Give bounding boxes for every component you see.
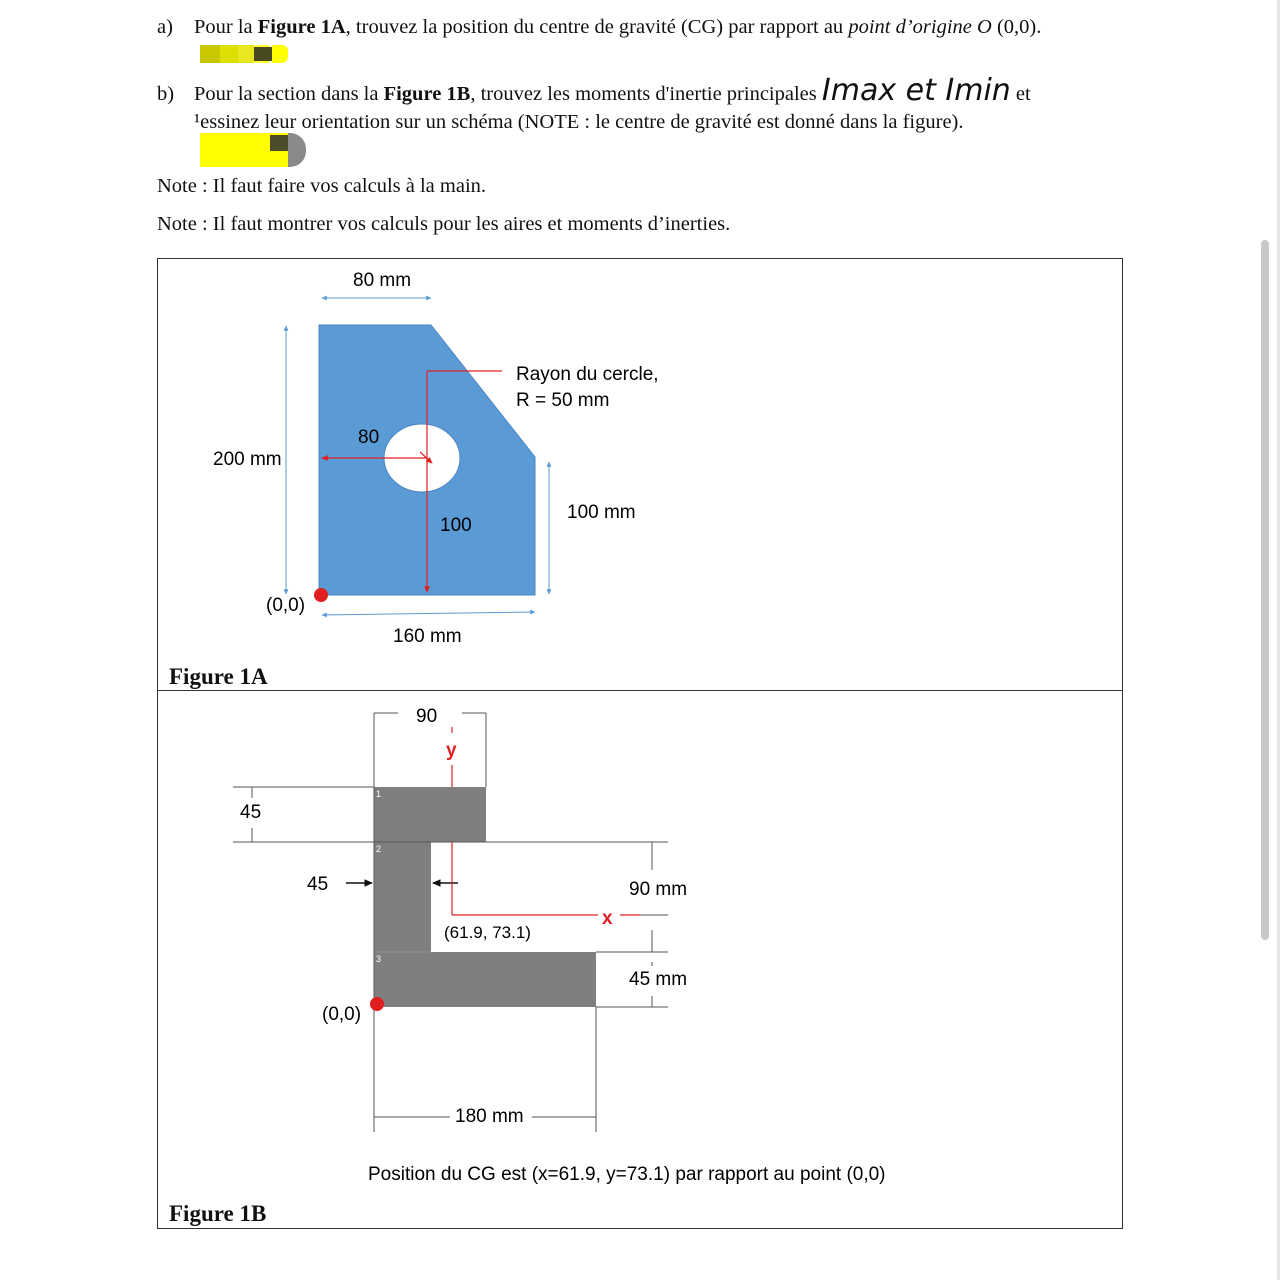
fig1b-cg-label: (61.9, 73.1) [444, 923, 531, 942]
fig1a-label-100: 100 [440, 515, 472, 536]
figure-1b-part-1 [374, 787, 486, 842]
fig1b-part-2-label: 2 [376, 844, 382, 854]
question-a-text-3: (0,0). [991, 16, 1042, 38]
question-a-label: a) [157, 16, 173, 38]
fig1a-dim-top-label: 80 mm [353, 270, 412, 291]
fig1a-dim-right-label: 100 mm [567, 502, 636, 523]
question-b-text-1: Pour la section dans la [194, 83, 384, 105]
question-b-imax-imin: Imax et Imin [821, 73, 1011, 108]
figure-1a-caption: Figure 1A [169, 664, 268, 689]
fig1b-dim-bottom-label: 180 mm [455, 1106, 524, 1127]
question-b-figure-ref: Figure 1B [383, 83, 471, 105]
question-b-line-2: ¹essinez leur orientation sur un schéma (NOTE : le centre de gravité est donné dans la figure). [194, 111, 964, 133]
note-1: Note : Il faut faire vos calculs à la main. [157, 175, 487, 197]
question-b-text-3: et [1010, 83, 1031, 105]
figure-1b-caption: Figure 1B [169, 1201, 267, 1226]
question-a-origin: point d’origine O [848, 16, 992, 38]
question-b-text-2: , trouvez les moments d'inertie principales [470, 83, 822, 105]
fig1b-dim-web-label: 45 [307, 874, 329, 895]
fig1a-label-80: 80 [358, 427, 380, 448]
fig1b-dim-left-label: 45 [240, 802, 262, 823]
fig1b-part-1-label: 1 [376, 789, 382, 799]
question-a-text-2: , trouvez la position du centre de gravité (CG) par rapport au [345, 16, 849, 38]
fig1b-dim-90-label: 90 mm [629, 879, 688, 900]
fig1b-axis-x-label: x [602, 908, 613, 929]
question-a-figure-ref: Figure 1A [257, 16, 346, 38]
fig1b-origin-label: (0,0) [322, 1004, 362, 1025]
question-a-text-1: Pour la [194, 16, 258, 38]
fig1a-dim-height-label: 200 mm [213, 449, 282, 470]
fig1b-axis-y-label: y [446, 740, 457, 761]
fig1b-cg-position-text: Position du CG est (x=61.9, y=73.1) par rapport au point (0,0) [368, 1164, 886, 1185]
fig1b-part-3-label: 3 [376, 954, 382, 964]
fig1b-dim-45-label: 45 mm [629, 969, 688, 990]
figure-1b-origin-point [370, 997, 384, 1011]
fig1a-circle-note-2: R = 50 mm [516, 390, 610, 411]
fig1a-origin-label: (0,0) [266, 595, 306, 616]
fig1b-dim-top-label: 90 [416, 706, 438, 727]
figure-1b-part-3 [374, 952, 596, 1007]
note-2: Note : Il faut montrer vos calculs pour les aires et moments d’inerties. [157, 213, 731, 235]
figure-1b-part-2 [374, 842, 431, 952]
fig1a-circle-note-1: Rayon du cercle, [516, 364, 659, 385]
fig1a-dim-bottom-label: 160 mm [393, 626, 462, 647]
question-b-label: b) [157, 83, 175, 105]
